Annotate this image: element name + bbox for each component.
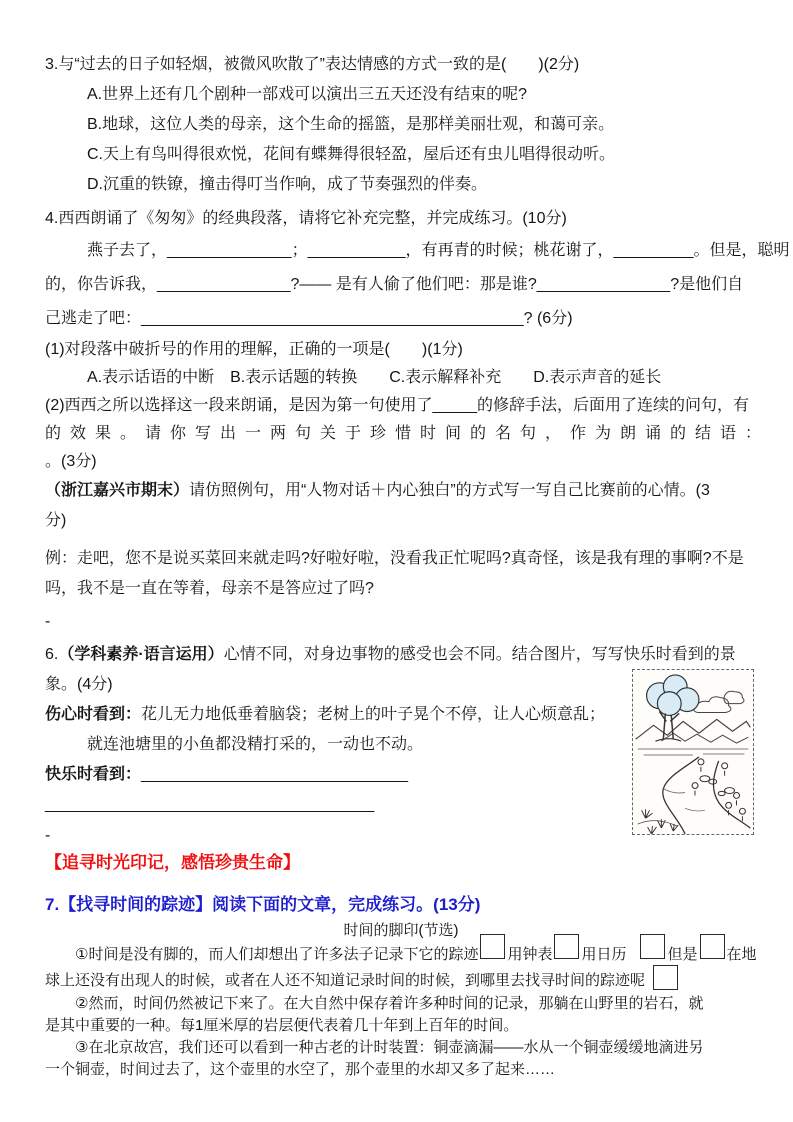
punctuation-answer-box-1 bbox=[480, 934, 505, 959]
q6-sad-label: 伤心时看到： bbox=[45, 706, 142, 723]
passage-p1-seg0: ①时间是没有脚的，而人们却想出了许多法子记录下它的踪迹 bbox=[75, 946, 479, 963]
passage-p2-line-2: 是其中重要的一种。每1厘米厚的岩层便代表着几十年到上百年的时间。 bbox=[45, 1017, 519, 1035]
passage-p1-seg3: 但是 bbox=[667, 946, 698, 963]
passage-p1-line-1 bbox=[45, 942, 757, 968]
passage-p1-seg2: 用日历 bbox=[581, 946, 627, 963]
punctuation-answer-box-3 bbox=[640, 934, 665, 959]
q6-stem-text: 心情不同，对身边事物的感受也会不同。结合图片，写写快乐时看到的景 bbox=[223, 646, 736, 663]
q4-sub2-line-2: 的效果。请你写出一两句关于珍惜时间的名句，作为朗诵的结语： bbox=[45, 425, 771, 442]
q5-example-line-1: 例：走吧，您不是说买菜回来就走吗?好啦好啦，没看我正忙呢吗?真奇怪，该是我有理的事啊?不是 bbox=[45, 550, 744, 567]
q6-number: 6. bbox=[45, 646, 59, 663]
passage-p1-seg1: 用钟表 bbox=[507, 946, 553, 963]
q5-stem bbox=[45, 476, 757, 506]
q6-happy-blank: ______________________________ bbox=[141, 766, 408, 783]
q4-fill-line-2: 的，你告诉我，_______________?—— 是有人偷了他们吧：那是谁?_______________?是他们自 bbox=[45, 276, 744, 293]
punctuation-answer-box-2 bbox=[554, 934, 579, 959]
q3-option-a: A.世界上还有几个剧种一部戏可以演出三五天还没有结束的呢? bbox=[87, 86, 528, 103]
punctuation-answer-box-5 bbox=[653, 965, 678, 990]
passage-p1-seg4: 在地 bbox=[726, 946, 757, 963]
passage-title: 时间的脚印(节选) bbox=[343, 922, 459, 939]
q5-stem-text: 请仿照例句，用“人物对话＋内心独白”的方式写一写自己比赛前的心情。(3 bbox=[189, 482, 710, 499]
punctuation-answer-box-4 bbox=[700, 934, 725, 959]
q6-answer-dash: - bbox=[45, 827, 51, 844]
q3-option-d: D.沉重的铁镣，撞击得叮当作响，成了节奏强烈的伴奏。 bbox=[87, 176, 488, 193]
passage-p2-line-1: ②然而，时间仍然被记下来了。在大自然中保存着许多种时间的记录，那躺在山野里的岩石，就 bbox=[75, 995, 704, 1013]
scene-illustration bbox=[632, 669, 754, 835]
q3-option-b: B.地球，这位人类的母亲，这个生命的摇篮，是那样美丽壮观，和蔼可亲。 bbox=[87, 116, 615, 133]
q3-option-c: C.天上有鸟叫得很欢悦，花间有蝶舞得很轻盈，屋后还有虫儿唱得很动听。 bbox=[87, 146, 616, 163]
passage-p1-line-2 bbox=[45, 968, 757, 994]
q4-fill-line-1: 燕子去了，______________；___________，有再青的时候；桃花谢了，_________。但是，聪明 bbox=[87, 242, 790, 259]
q4-sub1-stem: (1)对段落中破折号的作用的理解，正确的一项是( )(1分) bbox=[45, 341, 463, 358]
q6-tag: （学科素养·语言运用） bbox=[58, 646, 224, 663]
q5-source-tag: （浙江嘉兴市期末） bbox=[45, 482, 190, 499]
q5-answer-dash: - bbox=[45, 613, 51, 630]
q7-heading: 7.【找寻时间的踪迹】阅读下面的文章，完成练习。(13分) bbox=[45, 895, 481, 914]
q4-sub1-options: A.表示话语的中断 B.表示话题的转换 C.表示解释补充 D.表示声音的延长 bbox=[87, 369, 662, 386]
q5-stem-wrap: 分) bbox=[45, 512, 67, 529]
q6-stem bbox=[45, 640, 757, 670]
q6-blank-line-2: _____________________________________ bbox=[45, 796, 375, 813]
passage-p3-line-1: ③在北京故宫，我们还可以看到一种古老的计时装置：铜壶滴漏——水从一个铜壶缓缓地滴进另 bbox=[75, 1039, 704, 1057]
q4-sub2-line-3: 。(3分) bbox=[45, 453, 97, 470]
q4-fill-line-3: 己逃走了吧：___________________________________________? (6分) bbox=[45, 310, 573, 327]
q6-happy-label: 快乐时看到： bbox=[45, 766, 142, 783]
landscape-drawing bbox=[633, 670, 753, 834]
passage-p1-line2-text: 球上还没有出现人的时候，或者在人还不知道记录时间的时候，到哪里去找寻时间的踪迹呢 bbox=[45, 971, 646, 989]
passage-p3-line-2: 一个铜壶，时间过去了，这个壶里的水空了，那个壶里的水却又多了起来…… bbox=[45, 1061, 556, 1079]
q6-sad-text: 花儿无力地低垂着脑袋；老树上的叶子晃个不停，让人心烦意乱； bbox=[141, 706, 606, 723]
q6-sad-line-2: 就连池塘里的小鱼都没精打采的，一动也不动。 bbox=[87, 736, 424, 753]
q5-example-line-2: 吗，我不是一直在等着，母亲不是答应过了吗? bbox=[45, 580, 374, 597]
q6-stem-wrap: 象。(4分) bbox=[45, 676, 113, 693]
q4-stem: 4.西西朗诵了《匆匆》的经典段落，请将它补充完整，并完成练习。(10分) bbox=[45, 210, 567, 227]
section-heading: 【追寻时光印记，感悟珍贵生命】 bbox=[45, 853, 300, 872]
q3-stem: 3.与“过去的日子如轻烟，被微风吹散了”表达情感的方式一致的是( )(2分) bbox=[45, 56, 580, 73]
q4-sub2-line-1: (2)西西之所以选择这一段来朗诵，是因为第一句使用了_____的修辞手法，后面用了连续的问句，有 bbox=[45, 397, 750, 414]
